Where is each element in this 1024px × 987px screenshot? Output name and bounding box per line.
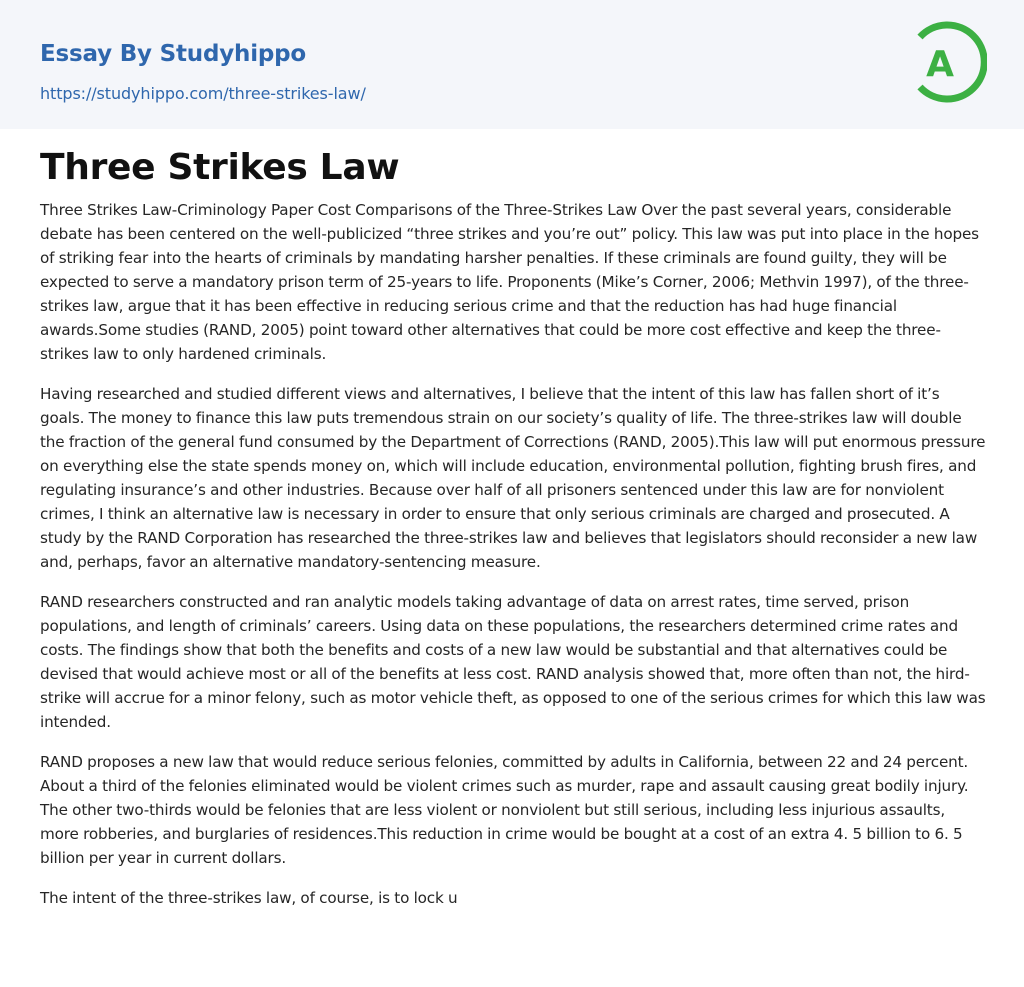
essay-content [0, 129, 1024, 910]
essay-paragraph: Three Strikes Law-Criminology Paper Cost Comparisons of the Three-Strikes Law Over the past several years, considerable debate has been centered on the well-publicized “three strikes and you’re out” policy. This law was put into place in the hopes of striking fear into the hearts of criminals by mandating harsher penalties. If these criminals are found guilty, they will be expected to serve a mandatory prison term of 25-years to life. Proponents (Mike’s Corner, 2006; Methvin 1997), of the three-strikes law, argue that it has been effective in reducing serious crime and that the reduction has had huge financial awards.Some studies (RAND, 2005) point toward other alternatives that could be more cost effective and keep the three-strikes law to only hardened criminals. [40, 201, 979, 363]
brand-title[interactable]: Essay By Studyhippo [40, 41, 307, 67]
essay-paragraph: RAND proposes a new law that would reduce serious felonies, committed by adults in California, between 22 and 24 percent. About a third of the felonies eliminated would be violent crimes such as murder, rape and assault causing great bodily injury. The other two-thirds would be felonies that are less violent or nonviolent but still serious, including less injurious assaults, more robberies, and burglaries of residences.This reduction in crime would be bought at a cost of an extra 4. 5 billion to 6. 5 billion per year in current dollars. [40, 753, 969, 867]
logo-letter: A [926, 44, 954, 85]
essay-url-link[interactable]: https://studyhippo.com/three-strikes-law/ [40, 84, 366, 103]
studyhippo-logo-icon[interactable] [911, 18, 987, 106]
essay-paragraph: Having researched and studied different views and alternatives, I believe that the intent of this law has fallen short of it’s goals. The money to finance this law puts tremendous strain on our society’s quality of life. The three-strikes law will double the fraction of the general fund consumed by the Department of Corrections (RAND, 2005).This law will put enormous pressure on everything else the state spends money on, which will include education, environmental pollution, fighting brush fires, and regulating insurance’s and other industries. Because over half of all prisoners sentenced under this law are for nonviolent crimes, I think an alternative law is necessary in order to ensure that only serious criminals are charged and prosecuted. A study by the RAND Corporation has researched the three-strikes law and believes that legislators should reconsider a new law and, perhaps, favor an alternative mandatory-sentencing measure. [40, 385, 986, 571]
essay-paragraph: RAND researchers constructed and ran analytic models taking advantage of data on arrest rates, time served, prison populations, and length of criminals’ careers. Using data on these populations, the researchers determined crime rates and costs. The findings show that both the benefits and costs of a new law would be substantial and that alternatives could be devised that would achieve most or all of the benefits at less cost. RAND analysis showed that, more often than not, the hird-strike will accrue for a minor felony, such as motor vehicle theft, as opposed to one of the serious crimes for which this law was intended. [40, 593, 986, 731]
site-header [0, 0, 1024, 129]
essay-paragraph-truncated: The intent of the three-strikes law, of course, is to lock u [40, 889, 458, 907]
essay-title: Three Strikes Law [40, 147, 400, 188]
